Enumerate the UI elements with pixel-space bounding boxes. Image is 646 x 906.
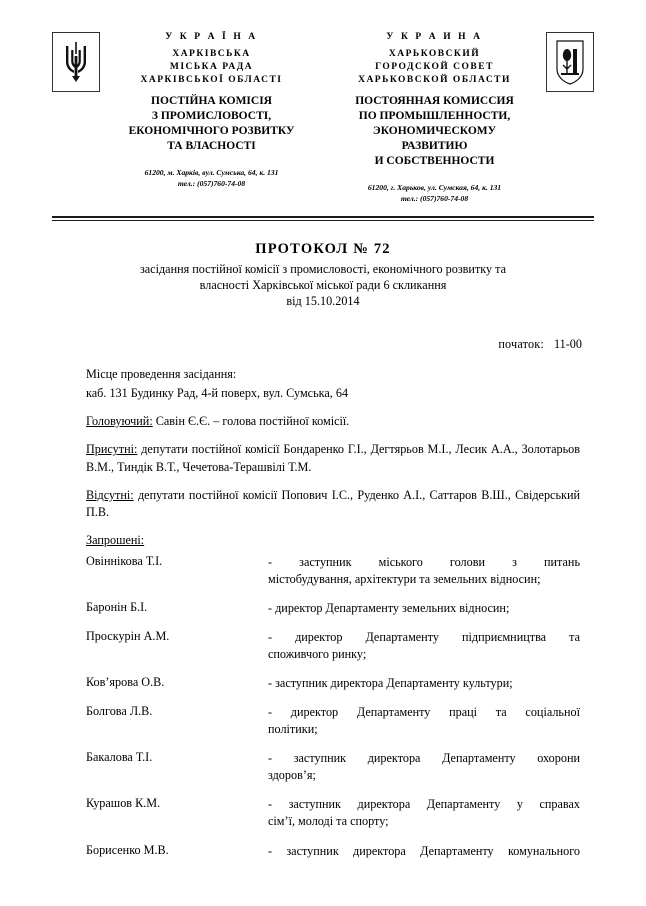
council-name-ua-line3: ХАРКІВСЬКОЇ ОБЛАСТІ <box>140 74 283 85</box>
invited-role-line2: споживчого ринку; <box>268 646 367 661</box>
invited-role-line2: сім’ї, молоді та спорту; <box>268 814 389 829</box>
page-subtitle <box>52 261 594 295</box>
invited-name: Бакалова Т.І. <box>86 750 153 765</box>
document-body <box>52 366 594 871</box>
address-block-ru <box>332 182 537 204</box>
address-ua: 61200, м. Харків, вул. Сумська, 64, к. 131 <box>144 168 279 178</box>
invited-role-line1: - заступник директора Департаменту комунального <box>268 843 580 858</box>
invited-role-line1: - заступник директора Департаменту у справах <box>268 797 580 812</box>
invited-role <box>268 554 580 600</box>
commission-name-ru-line3: ЭКОНОМИЧЕСКОМУ <box>372 125 497 138</box>
address-block-ua <box>109 167 314 189</box>
page-title: ПРОТОКОЛ № 72 <box>255 240 391 257</box>
invited-role <box>268 629 580 675</box>
council-name-ru-line3: ХАРЬКОВСКОЙ ОБЛАСТИ <box>358 74 511 85</box>
phone-ru: тел.: (057)760-74-08 <box>400 194 469 204</box>
council-name-ru-line1: ХАРЬКОВСКИЙ <box>388 49 481 59</box>
commission-name-ua-line3: ЕКОНОМІЧНОГО РОЗВИТКУ <box>128 125 295 138</box>
chair-value: Савін Є.Є. – голова постійної комісії. <box>155 413 350 428</box>
invited-role <box>268 843 580 872</box>
absent-label: Відсутні: <box>86 487 134 502</box>
page-subtitle-line1: засідання постійної комісії з промисловості, економічного розвитку та <box>139 261 507 276</box>
table-row <box>86 554 580 600</box>
header-column-russian <box>332 32 537 204</box>
country-name-ua: У К Р А Ї Н А <box>165 32 258 42</box>
invited-name: Баронін Б.І. <box>86 599 148 614</box>
header-column-ukrainian <box>109 32 314 204</box>
invited-role <box>268 796 580 842</box>
header-divider-thick <box>52 216 594 218</box>
commission-name-ru-line1: ПОСТОЯННАЯ КОМИССИЯ <box>355 95 514 108</box>
invited-name: Овіннікова Т.І. <box>86 553 163 568</box>
ukraine-trident-emblem-icon <box>52 32 100 92</box>
invited-name: Болгова Л.В. <box>86 704 153 719</box>
invited-role-line1: - директор Департаменту праці та соціальної <box>268 705 580 720</box>
commission-name-ua-line1: ПОСТІЙНА КОМІСІЯ <box>151 95 272 108</box>
invited-table <box>86 554 580 872</box>
start-time-label: початок: <box>498 337 545 352</box>
page-subtitle-line2: власності Харківської міської ради 6 скликання <box>199 278 447 293</box>
invited-role-line1: - заступник міського голови з питань <box>268 554 580 569</box>
invited-role-line1: - директор Департаменту земельних відносин; <box>268 600 510 615</box>
council-name-ua-line2: МІСЬКА РАДА <box>169 61 254 72</box>
council-name-ru <box>332 48 537 86</box>
invited-name: Проскурін А.М. <box>86 628 170 643</box>
commission-name-ua <box>109 94 314 154</box>
chair-label: Головуючий: <box>86 413 153 428</box>
present-value: депутати постійної комісії Бондаренко Г.І., Дегтярьов М.І., Лесик А.А., Золотарьов В.М., Тиндік В.Т., Чечетова-Терашвілі Т.М. <box>86 442 581 474</box>
council-name-ua-line1: ХАРКІВСЬКА <box>172 49 251 59</box>
start-time-value: 11-00 <box>554 337 582 352</box>
invited-role-line2: містобудування, архітектури та земельних відносин; <box>268 571 541 586</box>
invited-name: Ков’ярова О.В. <box>86 674 165 689</box>
address-ru: 61200, г. Харьков, ул. Сумская, 64, к. 131 <box>367 183 502 193</box>
place-label: Місце проведення засідання: <box>86 367 237 382</box>
table-row <box>86 843 580 872</box>
table-row <box>86 796 580 842</box>
place-block <box>86 366 580 402</box>
invited-role-line1: - директор Департаменту підприємництва та <box>268 629 580 644</box>
country-name-ru: У К Р А И Н А <box>386 32 483 42</box>
place-value: каб. 131 Будинку Рад, 4-й поверх, вул. Сумська, 64 <box>86 385 349 400</box>
phone-ua: тел.: (057)760-74-08 <box>177 179 246 189</box>
commission-name-ru-line2: ПО ПРОМЫШЛЕННОСТИ, <box>358 110 511 123</box>
start-time-block <box>52 337 594 352</box>
invited-name: Курашов К.М. <box>86 796 161 811</box>
kharkiv-coat-of-arms-icon <box>546 32 594 92</box>
table-row <box>86 629 580 675</box>
header-text-columns <box>100 32 546 204</box>
invited-role <box>268 704 580 750</box>
table-row <box>86 750 580 796</box>
table-row <box>86 704 580 750</box>
table-row <box>86 600 580 629</box>
invited-role-line2: політики; <box>268 722 318 737</box>
document-header <box>52 28 594 204</box>
invited-role-line2: здоров’я; <box>268 768 316 783</box>
header-divider-thin <box>52 220 594 221</box>
commission-name-ru <box>332 94 537 169</box>
table-row <box>86 675 580 704</box>
present-label: Присутні: <box>86 442 138 457</box>
invited-name: Борисенко М.В. <box>86 842 169 857</box>
absent-block <box>86 487 580 522</box>
document-date: від 15.10.2014 <box>286 294 360 309</box>
invited-role <box>268 600 580 629</box>
commission-name-ua-line2: З ПРОМИСЛОВОСТІ, <box>151 110 272 123</box>
commission-name-ru-line5: И СОБСТВЕННОСТИ <box>374 155 495 168</box>
invited-role-line1: - заступник директора Департаменту охорони <box>268 751 580 766</box>
council-name-ru-line2: ГОРОДСКОЙ СОВЕТ <box>375 61 494 72</box>
invited-role <box>268 675 580 704</box>
chair-block <box>86 413 580 430</box>
invited-role <box>268 750 580 796</box>
council-name-ua <box>109 48 314 86</box>
invited-role-line1: - заступник директора Департаменту культури; <box>268 675 513 690</box>
present-block <box>86 441 580 476</box>
invited-label: Запрошені: <box>86 532 145 547</box>
absent-value: депутати постійної комісії Попович І.С., Руденко А.І., Саттаров В.Ш., Свідерський П.В. <box>86 487 580 520</box>
commission-name-ua-line4: ТА ВЛАСНОСТІ <box>167 140 256 153</box>
commission-name-ru-line4: РАЗВИТИЮ <box>401 140 468 153</box>
